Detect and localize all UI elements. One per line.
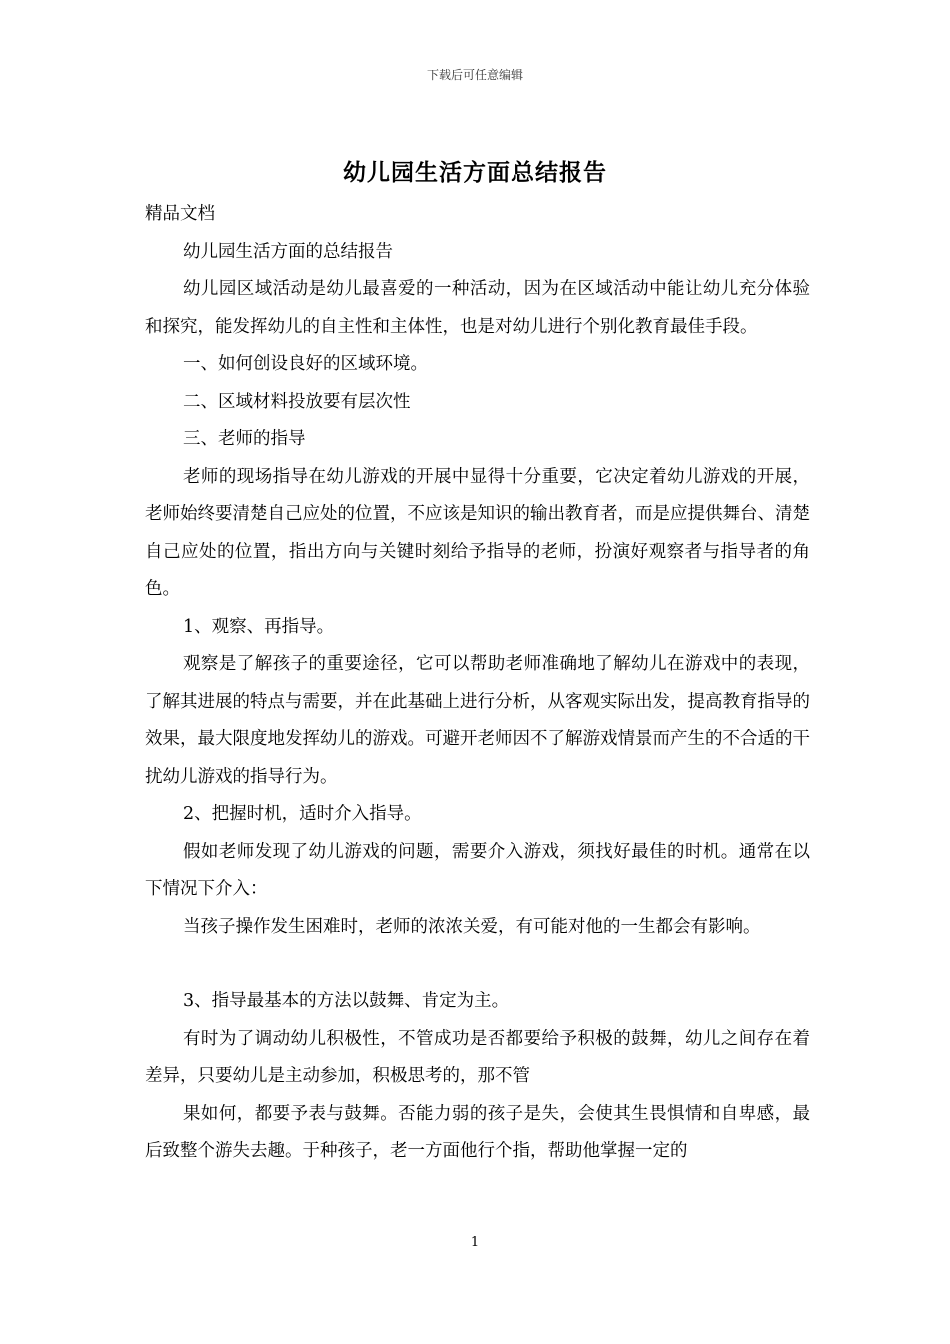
section-heading-1: 一、如何创设良好的区域环境。 [183, 354, 428, 374]
header-note: 下载后可任意编辑 [426, 68, 523, 82]
subtitle-paragraph: 幼儿园生活方面的总结报告 [183, 241, 393, 262]
section-heading-3: 三、老师的指导 [183, 429, 306, 449]
subheading-observe: 1、观察、再指导。 [183, 616, 335, 637]
source-label: 精品文档 [145, 204, 215, 224]
timing-paragraph: 假如老师发现了幼儿游戏的问题，需要介入游戏，须找好最佳的时机。通常在以下情况下介入： [145, 841, 810, 899]
teacher-guidance-paragraph: 老师的现场指导在幼儿游戏的开展中显得十分重要，它决定着幼儿游戏的开展，老师始终要清楚自己应处的位置，不应该是知识的输出教育者，而是应提供舞台、清楚自己应处的位置，指出方向与关键时刻给予指导的老师，扮演好观察者与指导者的角色。 [145, 466, 810, 599]
encouragement-paragraph: 有时为了调动幼儿积极性，不管成功是否都要给予积极的鼓舞，幼儿之间存在着差异，只要幼儿是主动参加，积极思考的，那不管 [145, 1028, 810, 1086]
intro-paragraph: 幼儿园区域活动是幼儿最喜爱的一种活动，因为在区域活动中能让幼儿充分体验和探究，能发挥幼儿的自主性和主体性，也是对幼儿进行个别化教育最佳手段。 [145, 279, 810, 337]
paragraph-gap [145, 946, 810, 983]
document-body [145, 196, 810, 1171]
continuation-paragraph: 果如何，都要予表与鼓舞。否能力弱的孩子是失，会使其生畏惧情和自卑感，最后致整个游失去趣。于种孩子，老一方面他行个指，帮助他掌握一定的 [145, 1103, 810, 1161]
difficulty-paragraph: 当孩子操作发生困难时，老师的浓浓关爱，有可能对他的一生都会有影响。 [183, 916, 761, 937]
page-number: 1 [470, 1235, 480, 1250]
subheading-timing: 2、把握时机，适时介入指导。 [183, 804, 422, 824]
document-title: 幼儿园生活方面总结报告 [343, 159, 607, 186]
observation-paragraph: 观察是了解孩子的重要途径，它可以帮助老师准确地了解幼儿在游戏中的表现，了解其进展的特点与需要，并在此基础上进行分析，从客观实际出发，提高教育指导的效果，最大限度地发挥幼儿的游戏。可避开老师因不了解游戏情景而产生的不合适的干扰幼儿游戏的指导行为。 [145, 654, 810, 787]
section-heading-2: 二、区域材料投放要有层次性 [183, 391, 411, 412]
subheading-encouragement: 3、指导最基本的方法以鼓舞、肯定为主。 [183, 991, 510, 1011]
